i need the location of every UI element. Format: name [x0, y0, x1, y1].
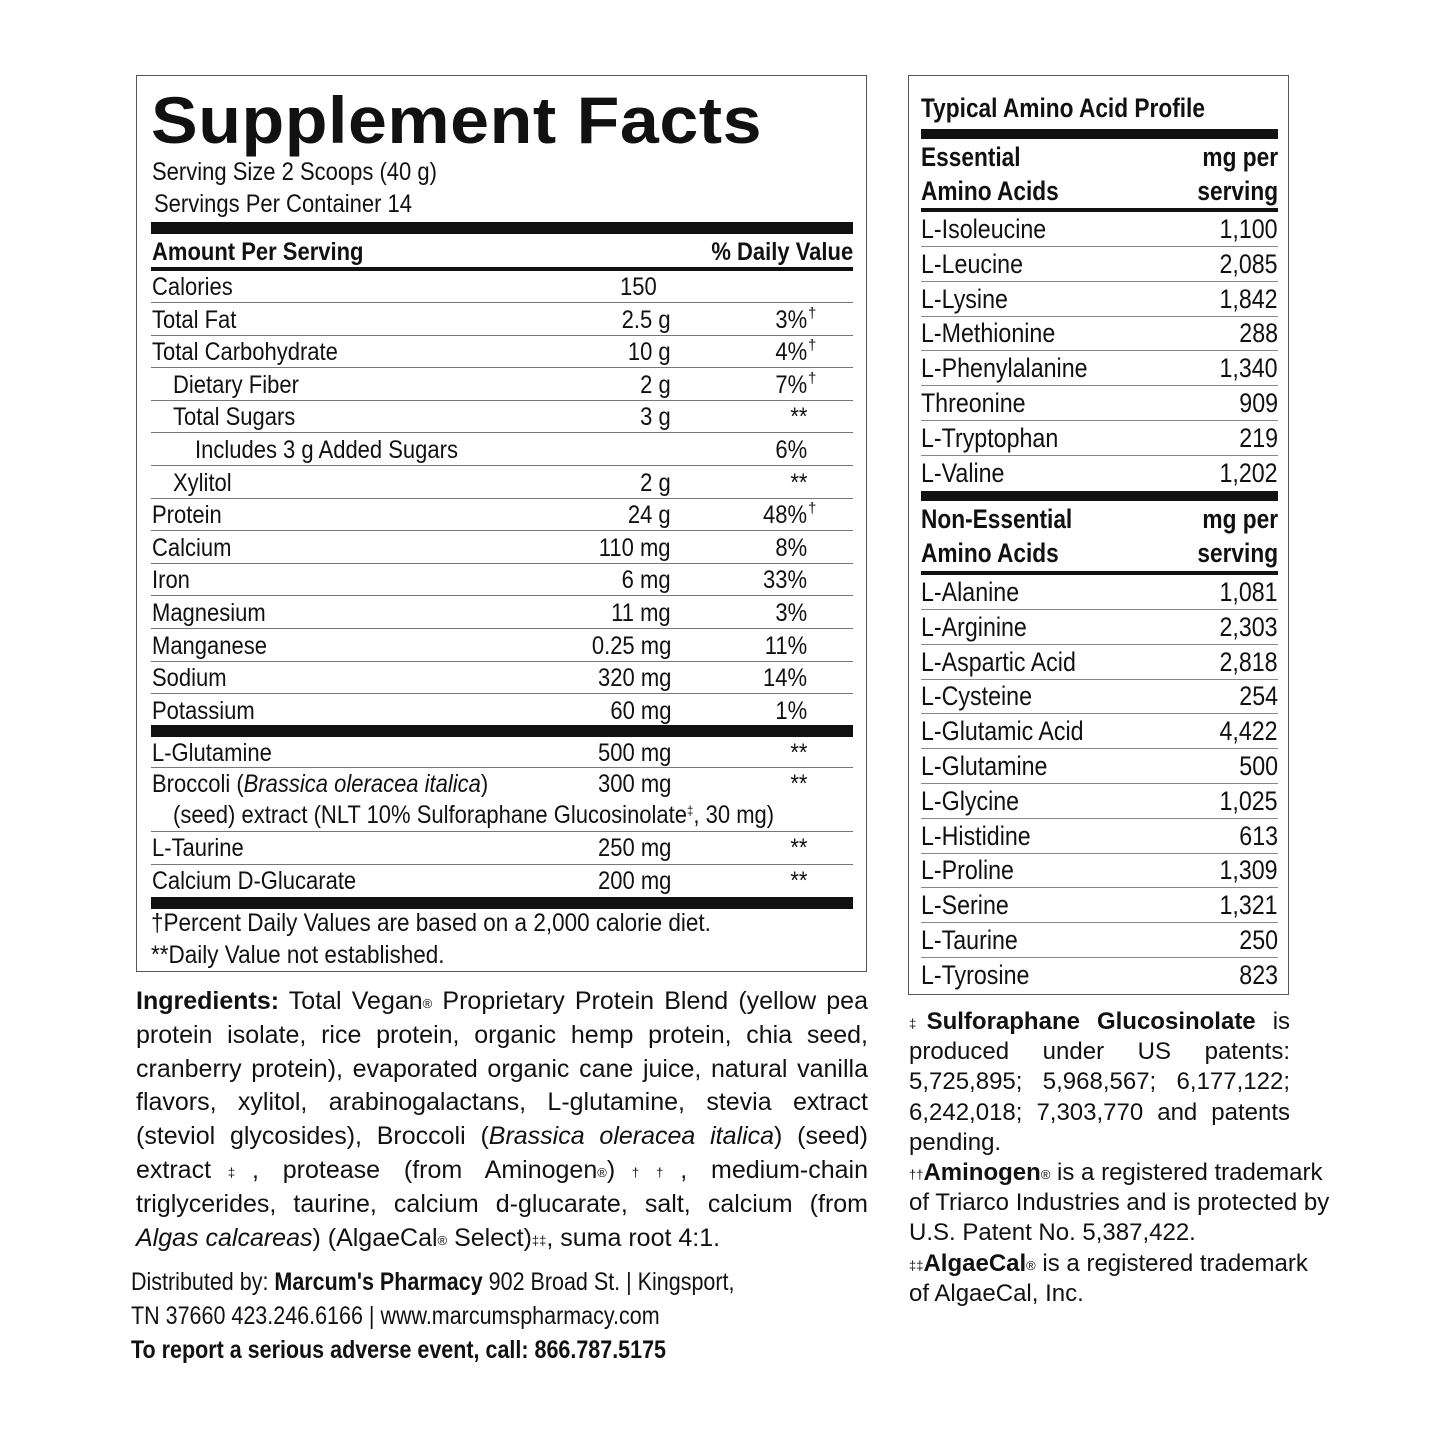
table-row — [921, 386, 1278, 421]
table-row — [151, 597, 853, 629]
table-row — [921, 749, 1278, 784]
nutrient-dv: 3% — [775, 599, 807, 627]
table-row — [151, 695, 853, 727]
dagger-mark: † — [808, 305, 817, 322]
amino-acid-name: Threonine — [921, 388, 1026, 418]
thick-divider — [151, 897, 853, 909]
nutrient-name: Broccoli (Brassica oleracea italica) — [152, 770, 489, 798]
table-row — [921, 247, 1278, 282]
table-row — [151, 467, 853, 499]
nutrient-amount: 10 g — [628, 338, 671, 366]
amino-acid-name: L-Phenylalanine — [921, 353, 1088, 383]
table-row — [921, 853, 1278, 888]
dagger-mark: † — [808, 370, 817, 387]
nutrient-amount: 500 mg — [597, 739, 671, 767]
nutrient-name: Dietary Fiber — [173, 371, 299, 399]
amino-acid-value: 823 — [1239, 960, 1278, 990]
nutrient-amount: 200 mg — [597, 867, 671, 895]
amount-header-row — [151, 234, 853, 270]
amino-acid-value: 1,100 — [1219, 214, 1278, 244]
supplement-facts-panel — [136, 75, 867, 972]
amino-acid-name: L-Valine — [921, 458, 1005, 488]
distributor-line1: Distributed by: Marcum's Pharmacy 902 Broad St. | Kingsport, — [131, 1268, 735, 1296]
table-row — [921, 316, 1278, 351]
nutrient-amount: 300 mg — [597, 770, 671, 798]
table-row — [921, 351, 1278, 386]
table-row — [151, 304, 853, 336]
table-row — [151, 499, 853, 531]
ingredients-label: Ingredients: — [136, 987, 280, 1015]
table-row — [151, 865, 853, 897]
nutrient-dv: 14% — [762, 664, 807, 692]
nutrient-name: Manganese — [152, 632, 267, 660]
amino-acid-value: 500 — [1239, 751, 1278, 781]
nonessential-header-line1: Non-Essential — [921, 504, 1073, 534]
amino-acid-value: 254 — [1239, 681, 1278, 711]
daily-value-footnote: †Percent Daily Values are based on a 2,000 calorie diet. — [151, 909, 711, 937]
trademark-notes: ‡Sulforaphane Glucosinolate is produced under US patents: 5,725,895; 5,968,567; 6,177,122; 6,242,018; 7,303,770 and patents pending. ††Aminogen® is a registered trademark of Triarco Industries and is protected by U.S. Patent No. 5,387,422. ‡‡AlgaeCal® is a registered trademark of AlgaeCal, Inc. — [909, 1008, 1330, 1307]
amino-acid-value: 1,321 — [1219, 890, 1278, 920]
nutrient-name: Total Sugars — [173, 403, 296, 431]
table-row — [151, 271, 853, 303]
unit-header-line2: serving — [1197, 538, 1278, 568]
daily-value-label: % Daily Value — [711, 238, 853, 266]
amino-acid-value: 1,309 — [1219, 855, 1278, 885]
amino-acid-value: 613 — [1239, 821, 1278, 851]
nutrient-dv: ** — [789, 469, 807, 497]
table-row — [151, 434, 853, 466]
amino-acid-panel — [908, 75, 1289, 995]
nutrient-name: Magnesium — [152, 599, 266, 627]
table-row — [151, 564, 853, 596]
nutrient-dv: 8% — [775, 534, 807, 562]
nutrient-dv: ** — [789, 739, 807, 767]
nutrient-name: Protein — [152, 501, 222, 529]
nutrient-amount: 110 mg — [599, 534, 671, 562]
table-row — [151, 662, 853, 694]
nutrient-amount: 2 g — [640, 371, 671, 399]
table-row — [921, 958, 1278, 993]
amino-acid-name: L-Glycine — [921, 786, 1020, 816]
amino-acid-name: L-Glutamic Acid — [921, 716, 1084, 746]
thick-divider — [151, 725, 853, 737]
unit-header-line1: mg per — [1202, 504, 1278, 534]
nutrient-dv: 6% — [775, 436, 807, 464]
nutrient-name: Total Carbohydrate — [152, 338, 338, 366]
essential-header — [921, 139, 1278, 209]
amino-acid-value: 1,202 — [1219, 458, 1278, 488]
supplement-facts-title: Supplement Facts — [151, 83, 763, 157]
amino-acid-name: L-Proline — [921, 855, 1014, 885]
table-row — [151, 630, 853, 662]
nutrient-dv: 1% — [775, 697, 807, 725]
nutrient-dv: ** — [789, 834, 807, 862]
table-row — [151, 737, 853, 768]
thick-divider — [921, 491, 1278, 501]
not-established-footnote: **Daily Value not established. — [151, 941, 445, 969]
amino-acid-value: 219 — [1239, 423, 1278, 453]
table-row — [921, 212, 1278, 247]
amino-acid-value: 4,422 — [1219, 716, 1278, 746]
table-row — [921, 610, 1278, 645]
amino-acid-name: L-Tyrosine — [921, 960, 1030, 990]
amino-acid-value: 250 — [1239, 925, 1278, 955]
serving-size: Serving Size 2 Scoops (40 g) — [152, 158, 437, 186]
amino-acid-value: 1,081 — [1219, 577, 1278, 607]
amino-acid-value: 1,025 — [1219, 786, 1278, 816]
amino-acid-name: L-Lysine — [921, 284, 1008, 314]
nutrient-name: Potassium — [152, 697, 255, 725]
amino-acid-name: L-Alanine — [921, 577, 1020, 607]
amount-per-serving-label: Amount Per Serving — [152, 238, 364, 266]
nutrient-name: Includes 3 g Added Sugars — [195, 436, 458, 464]
amino-acid-value: 2,085 — [1219, 249, 1278, 279]
aminogen-note-title: Aminogen — [923, 1159, 1041, 1187]
amino-acid-name: L-Serine — [921, 890, 1009, 920]
nutrient-dv: ** — [789, 403, 807, 431]
nutrient-name: Calories — [152, 273, 233, 301]
essential-header-line2: Amino Acids — [921, 176, 1059, 206]
table-row — [151, 768, 853, 832]
amino-acid-name: L-Isoleucine — [921, 214, 1047, 244]
nutrient-name: L-Taurine — [152, 834, 244, 862]
table-row — [921, 679, 1278, 714]
sulforaphane-note-title: Sulforaphane Glucosinolate — [926, 1008, 1256, 1035]
table-row — [921, 421, 1278, 456]
nutrient-dv: 4% — [775, 338, 807, 366]
distributor-line2: TN 37660 423.246.6166 | www.marcumspharmacy.com — [131, 1302, 660, 1330]
algaecal-note-title: AlgaeCal — [923, 1249, 1027, 1277]
nutrient-dv: 3% — [775, 306, 807, 334]
nonessential-header-line2: Amino Acids — [921, 538, 1059, 568]
table-row — [921, 819, 1278, 854]
nutrient-dv: 7% — [775, 371, 807, 399]
nutrient-amount: 60 mg — [609, 697, 671, 725]
dagger-mark: † — [808, 500, 817, 517]
table-row — [151, 532, 853, 564]
amino-acid-name: L-Leucine — [921, 249, 1023, 279]
nutrient-name: Calcium — [152, 534, 232, 562]
table-row — [921, 714, 1278, 749]
table-row — [921, 784, 1278, 819]
amino-acid-value: 288 — [1239, 318, 1278, 348]
nutrient-name: Iron — [152, 566, 190, 594]
amino-acid-name: L-Methionine — [921, 318, 1056, 348]
amino-acid-value: 2,303 — [1219, 612, 1278, 642]
nutrient-amount: 11 mg — [611, 599, 671, 627]
nutrient-amount: 0.25 mg — [591, 632, 671, 660]
dagger-mark: † — [808, 337, 817, 354]
ingredients-paragraph: Ingredients: Total Vegan® Proprietary Protein Blend (yellow pea protein isolate, rice protein, organic hemp protein, chia seed, cranberry protein), evaporated organic cane juice, natural vanilla flavors, xylitol, arabinogalactans, L-glutamine, stevia extract (steviol glycosides), Broccoli (Brassica oleracea italica) (seed) extract‡, protease (from Aminogen®)††, medium-chain triglycerides, taurine, calcium d-glucarate, salt, calcium (from Algas calcareas) (AlgaeCal® Select)‡‡, suma root 4:1. — [136, 987, 869, 1252]
amino-acid-name: L-Taurine — [921, 925, 1018, 955]
amino-acid-title: Typical Amino Acid Profile — [921, 93, 1205, 123]
table-row — [151, 401, 853, 433]
nutrient-amount: 150 — [620, 273, 657, 301]
nutrient-amount: 320 mg — [597, 664, 671, 692]
nutrient-amount: 2 g — [640, 469, 671, 497]
unit-header-line2: serving — [1197, 176, 1278, 206]
amino-acid-value: 1,340 — [1219, 353, 1278, 383]
adverse-event-line: To report a serious adverse event, call: 866.787.5175 — [131, 1336, 667, 1364]
amino-acid-value: 1,842 — [1219, 284, 1278, 314]
table-row — [921, 923, 1278, 958]
amino-acid-value: 909 — [1239, 388, 1278, 418]
distributor-name: Marcum's Pharmacy — [274, 1268, 483, 1296]
nutrient-amount: 6 mg — [622, 566, 671, 594]
nutrient-name: Xylitol — [173, 469, 232, 497]
table-row — [151, 336, 853, 368]
amino-acid-name: L-Aspartic Acid — [921, 647, 1076, 677]
nutrient-dv: 48% — [762, 501, 807, 529]
nutrient-dv: 11% — [764, 632, 807, 660]
table-row — [921, 645, 1278, 680]
table-row — [921, 575, 1278, 610]
servings-per-container: Servings Per Container 14 — [154, 190, 413, 218]
table-row — [151, 369, 853, 401]
nonessential-header — [921, 501, 1278, 571]
amino-acid-name: L-Histidine — [921, 821, 1031, 851]
essential-header-line1: Essential — [921, 142, 1021, 172]
nutrient-amount: 24 g — [628, 501, 671, 529]
nutrient-amount: 250 mg — [597, 834, 671, 862]
amino-acid-name: L-Arginine — [921, 612, 1027, 642]
thick-divider — [151, 222, 853, 234]
amino-acid-name: L-Cysteine — [921, 681, 1032, 711]
nutrient-dv: ** — [789, 770, 807, 798]
nutrient-name: Total Fat — [152, 306, 237, 334]
nutrient-name: Sodium — [152, 664, 227, 692]
table-row — [921, 888, 1278, 923]
amino-acid-name: L-Tryptophan — [921, 423, 1059, 453]
nutrient-name: Calcium D-Glucarate — [152, 867, 357, 895]
table-row — [921, 456, 1278, 491]
unit-header-line1: mg per — [1202, 142, 1278, 172]
nutrient-dv: ** — [789, 867, 807, 895]
nutrient-name: L-Glutamine — [152, 739, 272, 767]
thick-divider — [921, 129, 1278, 139]
nutrient-amount: 3 g — [640, 403, 671, 431]
table-row — [921, 282, 1278, 317]
nutrient-amount: 2.5 g — [622, 306, 671, 334]
table-row — [151, 832, 853, 865]
nutrient-dv: 33% — [762, 566, 807, 594]
nutrient-description: (seed) extract (NLT 10% Sulforaphane Glucosinolate‡, 30 mg) — [173, 801, 775, 829]
amino-acid-value: 2,818 — [1219, 647, 1278, 677]
amino-acid-name: L-Glutamine — [921, 751, 1048, 781]
